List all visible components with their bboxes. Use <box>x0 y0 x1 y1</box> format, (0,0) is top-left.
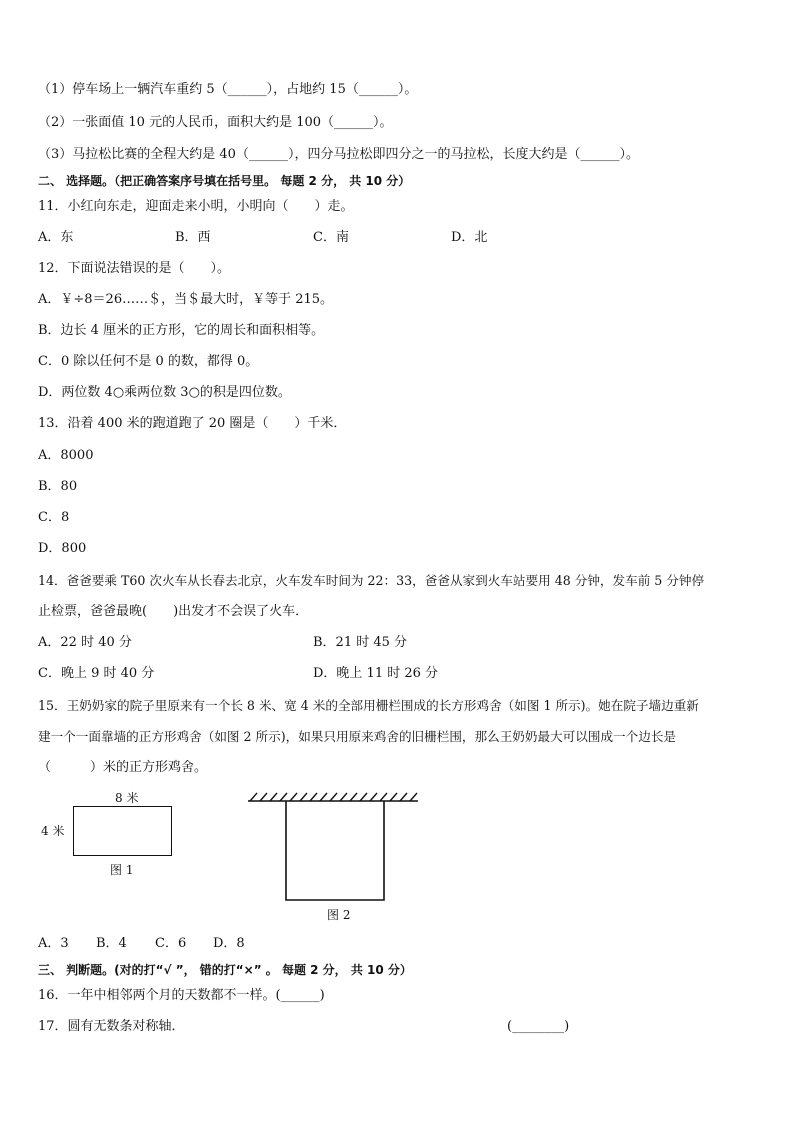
fig2-wall-hatching <box>250 793 417 801</box>
q14-option-d: D．晚上 11 时 26 分 <box>313 666 439 681</box>
fig1-rectangle <box>73 806 172 856</box>
q12-option-d: D．两位数 4○乘两位数 3○的积是四位数。 <box>38 385 291 400</box>
q15-option-c: C．6 <box>155 936 187 951</box>
q11-option-a: A．东 <box>38 230 74 245</box>
q15-stem-line3: （ ）米的正方形鸡舍。 <box>38 760 208 775</box>
q14-stem-line2: 止检票，爸爸最晚( )出发才不会误了火车． <box>38 604 309 619</box>
q11-stem: 11．小红向东走，迎面走来小明，小明向（ ）走。 <box>38 199 354 214</box>
fig1-caption: 图 1 <box>110 863 134 877</box>
q13-option-b: B．80 <box>38 479 78 494</box>
q13-option-d: D．800 <box>38 541 87 556</box>
q13-option-c: C．8 <box>38 510 70 525</box>
fill-q2: （2）一张面值 10 元的人民币，面积大约是 100（______）。 <box>38 115 393 130</box>
q12-stem: 12．下面说法错误的是（ ）。 <box>38 261 231 276</box>
q11-option-d: D．北 <box>451 230 488 245</box>
q15-option-a: A．3 <box>38 936 69 951</box>
fill-q1: （1）停车场上一辆汽车重约 5（______），占地约 15（______）。 <box>38 82 418 97</box>
section2-header: 二、 选择题。（把正确答案序号填在括号里。 每题 2 分， 共 10 分） <box>38 174 411 188</box>
q13-option-a: A．8000 <box>38 448 94 463</box>
fig2-square-fence <box>286 801 384 900</box>
q12-option-a: A．￥÷8＝26……＄，当＄最大时，￥等于 215。 <box>38 292 334 307</box>
fill-q3: （3）马拉松比赛的全程大约是 40（______），四分马拉松即四分之一的马拉松，长度大约是（______）。 <box>38 147 639 162</box>
q17-stem: 17．圆有无数条对称轴． <box>38 1019 185 1034</box>
q13-stem: 13．沿着 400 米的跑道跑了 20 圈是（ ）千米． <box>38 416 347 431</box>
q12-option-c: C．0 除以任何不是 0 的数，都得 0。 <box>38 354 259 369</box>
fig1-length-label: 8 米 <box>115 791 139 805</box>
q11-option-b: B．西 <box>175 230 211 245</box>
q15-stem-line2: 建一个一面靠墙的正方形鸡舍（如图 2 所示)，如果只用原来鸡舍的旧栅栏围，那么王奶奶最大可以围成一个边长是 <box>38 729 677 744</box>
q15-option-b: B．4 <box>96 936 127 951</box>
q15-option-d: D．8 <box>213 936 245 951</box>
q14-stem-line1: 14．爸爸要乘 T60 次火车从长春去北京，火车发车时间为 22：33，爸爸从家到火车站要用 48 分钟，发车前 5 分钟停 <box>38 573 705 588</box>
q11-option-c: C．南 <box>313 230 349 245</box>
q14-option-c: C．晚上 9 时 40 分 <box>38 666 155 681</box>
q14-option-a: A．22 时 40 分 <box>38 635 132 650</box>
fig1-width-label: 4 米 <box>41 824 65 838</box>
q15-stem-line1: 15．王奶奶家的院子里原来有一个长 8 米、宽 4 米的全部用栅栏围成的长方形鸡舍（如图 1 所示)。她在院子墙边重新 <box>38 698 699 713</box>
q12-option-b: B．边长 4 厘米的正方形，它的周长和面积相等。 <box>38 323 325 338</box>
fig2-caption: 图 2 <box>327 908 351 922</box>
fig2-diagram <box>246 792 421 902</box>
q17-answer-blank: (________) <box>507 1019 570 1034</box>
section3-header: 三、 判断题。(对的打“√ ”， 错的打“×” 。 每题 2 分， 共 10 分） <box>38 963 412 977</box>
q14-option-b: B．21 时 45 分 <box>313 635 408 650</box>
q16-stem: 16．一年中相邻两个月的天数都不一样。(______) <box>38 988 325 1003</box>
